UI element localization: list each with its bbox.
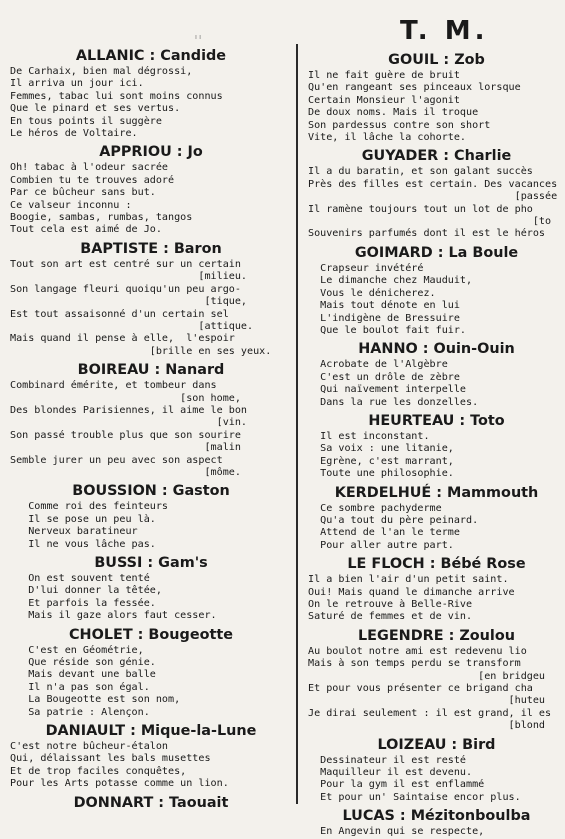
entry-guyader bbox=[308, 147, 565, 240]
entry-le-floch bbox=[308, 555, 565, 624]
verse-line: Femmes, tabac lui sont moins connus bbox=[10, 90, 223, 102]
verse-line: Il arriva un jour ici. bbox=[10, 78, 144, 90]
verse-line: [son home, bbox=[10, 392, 241, 404]
verse-line: [attique. bbox=[10, 320, 254, 332]
entry-bussi bbox=[10, 554, 292, 623]
verse-line: Le héros de Voltaire. bbox=[10, 128, 138, 140]
verse-line: Il est inconstant. bbox=[308, 430, 430, 442]
verse-line: Son pardessus contre son short bbox=[308, 119, 491, 131]
right-column-entries bbox=[308, 51, 565, 839]
verse-line: Mais à son temps perdu se transform bbox=[308, 658, 521, 670]
right-column bbox=[308, 14, 565, 839]
entry-kerdelhue bbox=[308, 484, 565, 553]
verse-line: C'est un drôle de zèbre bbox=[308, 371, 460, 383]
verse-line: L'indigène de Bressuire bbox=[308, 312, 460, 324]
verse-line: [en bridgeu bbox=[308, 670, 546, 682]
verse-line: Ce valseur inconnu : bbox=[10, 199, 132, 211]
verse-line: Il a bien l'air d'un petit saint. bbox=[308, 574, 509, 586]
verse-line: Boogie, sambas, rumbas, tangos bbox=[10, 212, 193, 224]
entry-heurteau bbox=[308, 412, 565, 481]
entry-title: BOIREAU : Nanard bbox=[77, 362, 225, 379]
verse-line: Son langage fleuri quoiqu'un peu argo- bbox=[10, 283, 241, 295]
verse-line: Ce sombre pachyderme bbox=[308, 502, 442, 514]
entry-allanic bbox=[10, 47, 292, 140]
verse-line: Tout son art est centré sur un certain bbox=[10, 258, 241, 270]
verse-line: Maquilleur il est devenu. bbox=[308, 767, 473, 779]
verse-line: Le dimanche chez Mauduit, bbox=[308, 275, 473, 287]
entry-cholet bbox=[10, 626, 292, 719]
verse-line: [to bbox=[308, 216, 552, 228]
verse-line: Pour les Arts potasse comme un lion. bbox=[10, 778, 229, 790]
verse-line: Saturé de femmes et de vin. bbox=[308, 611, 473, 623]
verse-line: Et parfois la fessée. bbox=[10, 597, 156, 609]
verse-line: [tique, bbox=[10, 296, 248, 308]
entry-hanno bbox=[308, 340, 565, 409]
column-divider bbox=[296, 44, 298, 804]
verse-line: Attend de l'an le terme bbox=[308, 527, 460, 539]
entry-boireau bbox=[10, 361, 292, 479]
entry-title: HANNO : Ouin-Ouin bbox=[358, 341, 515, 358]
verse-line: Et de trop faciles conquêtes, bbox=[10, 765, 187, 777]
entry-title: DANIAULT : Mique-la-Lune bbox=[45, 723, 257, 740]
verse-line: Est tout assaisonné d'un certain sel bbox=[10, 308, 229, 320]
verse-line: La Bougeotte est son nom, bbox=[10, 694, 181, 706]
entry-title: CHOLET : Bougeotte bbox=[69, 626, 233, 643]
entry-title: DONNART : Taouait bbox=[73, 794, 229, 811]
verse-line: Qu'a tout du père peinard. bbox=[308, 514, 479, 526]
verse-line: Il ramène toujours tout un lot de pho bbox=[308, 203, 533, 215]
entry-title: KERDELHUÉ : Mammouth bbox=[334, 484, 539, 501]
entry-donnart bbox=[10, 794, 292, 812]
verse-line: Dessinateur il est resté bbox=[308, 754, 467, 766]
verse-line: [passée bbox=[308, 191, 558, 203]
verse-line: [milieu. bbox=[10, 271, 248, 283]
entry-daniault bbox=[10, 722, 292, 791]
verse-line: [blond bbox=[308, 720, 546, 732]
verse-line: Je dirai seulement : il est grand, il es bbox=[308, 707, 552, 719]
verse-line: On est souvent tenté bbox=[10, 573, 150, 584]
verse-line: Semble jurer un peu avec son aspect bbox=[10, 454, 223, 466]
entry-appriou bbox=[10, 143, 292, 236]
verse-line: Vous le dénicherez. bbox=[308, 287, 436, 299]
verse-line: Mais quand il pense à elle, l'espoir bbox=[10, 333, 235, 345]
verse-line: Et pour un' Saintaise encor plus. bbox=[308, 791, 521, 803]
entry-title: APPRIOU : Jo bbox=[99, 144, 203, 161]
verse-line: Par ce bûcheur sans but. bbox=[10, 187, 156, 199]
verse-line: Oui! Mais quand le dimanche arrive bbox=[308, 586, 515, 598]
verse-line: Nerveux baratineur bbox=[10, 526, 138, 538]
verse-line: Il n'a pas son égal. bbox=[10, 681, 150, 693]
entry-title: BAPTISTE : Baron bbox=[80, 240, 222, 257]
entry-title: ALLANIC : Candide bbox=[75, 48, 227, 64]
entry-title: LUCAS : Mézitonboulba bbox=[342, 808, 531, 825]
verse-line: Il a du baratin, et son galant succès bbox=[308, 166, 533, 178]
verse-line: Comme roi des feinteurs bbox=[10, 501, 169, 513]
verse-line: Dans la rue les donzelles. bbox=[308, 396, 479, 408]
verse-line: D'lui donner la têtée, bbox=[10, 585, 162, 597]
verse-line: Sa voix : une litanie, bbox=[308, 443, 454, 455]
page-mark: ı ı bbox=[195, 33, 202, 41]
verse-line: De doux noms. Mais il troque bbox=[308, 107, 479, 119]
verse-line: Vite, il lâche la cohorte. bbox=[308, 132, 467, 144]
verse-line: Qui naïvement interpelle bbox=[308, 384, 467, 396]
verse-line: [huteu bbox=[308, 695, 546, 707]
verse-line: [vin. bbox=[10, 417, 248, 429]
entry-title: GUYADER : Charlie bbox=[361, 148, 512, 165]
verse-line: On le retrouve à Belle-Rive bbox=[308, 599, 473, 610]
verse-line: [malin bbox=[10, 442, 241, 454]
verse-line: En Angevin qui se respecte, bbox=[308, 826, 485, 838]
entry-title: LE FLOCH : Bébé Rose bbox=[347, 556, 526, 573]
verse-line: Mais tout dénote en lui bbox=[308, 300, 460, 312]
verse-line: Combien tu te trouves adoré bbox=[10, 174, 175, 186]
entry-lucas bbox=[308, 807, 565, 838]
verse-line: De Carhaix, bien mal dégrossi, bbox=[10, 66, 193, 77]
verse-line: Il ne vous lâche pas. bbox=[10, 538, 156, 550]
verse-line: Combinard émérite, et tombeur dans bbox=[10, 380, 217, 392]
verse-line: Près des filles est certain. Des vacances bbox=[308, 178, 558, 190]
left-column bbox=[10, 44, 292, 813]
verse-line: Oh! tabac à l'odeur sacrée bbox=[10, 162, 169, 174]
verse-line: Que le boulot fait fuir. bbox=[308, 324, 467, 336]
entry-boussion bbox=[10, 482, 292, 551]
verse-line: Que réside son génie. bbox=[10, 657, 156, 669]
verse-line: [brille en ses yeux. bbox=[10, 345, 272, 357]
verse-line: Pour la gym il est enflammé bbox=[308, 779, 485, 791]
verse-line: Pour aller autre part. bbox=[308, 539, 454, 551]
verse-line: Il ne fait guère de bruit bbox=[308, 70, 460, 81]
verse-line: [môme. bbox=[10, 466, 241, 478]
verse-line: Acrobate de l'Algèbre bbox=[308, 359, 448, 371]
verse-line: Egrène, c'est marrant, bbox=[308, 455, 454, 467]
verse-line: Et pour vous présenter ce brigand cha bbox=[308, 683, 533, 695]
verse-line: En tous points il suggère bbox=[10, 115, 162, 127]
entry-loizeau bbox=[308, 736, 565, 805]
entry-title: BUSSI : Gam's bbox=[94, 555, 208, 571]
verse-line: Son passé trouble plus que son sourire bbox=[10, 429, 241, 441]
entry-goimard bbox=[308, 244, 565, 337]
entry-title: HEURTEAU : Toto bbox=[368, 412, 505, 429]
entry-title: LEGENDRE : Zoulou bbox=[358, 627, 515, 644]
verse-line: C'est notre bûcheur-étalon bbox=[10, 741, 169, 753]
entry-legendre bbox=[308, 627, 565, 733]
entry-title: GOIMARD : La Boule bbox=[354, 244, 519, 261]
verse-line: Crapseur invétéré bbox=[308, 262, 424, 274]
verse-line: Mais il gaze alors faut cesser. bbox=[10, 610, 217, 622]
verse-line: Qu'en rangeant ses pinceaux lorsque bbox=[308, 82, 521, 94]
verse-line: Qui, délaissant les bals musettes bbox=[10, 753, 211, 765]
verse-line: C'est en Géométrie, bbox=[10, 644, 144, 656]
verse-line: Au boulot notre ami est redevenu lio bbox=[308, 645, 527, 657]
page-header: T. M. bbox=[400, 16, 489, 46]
entry-baptiste bbox=[10, 240, 292, 358]
verse-line: Des blondes Parisiennes, il aime le bon bbox=[10, 404, 248, 416]
verse-line: Mais devant une balle bbox=[10, 669, 156, 681]
entry-title: BOUSSION : Gaston bbox=[72, 483, 230, 500]
entry-title: LOIZEAU : Bird bbox=[377, 736, 496, 753]
verse-line: Il se pose un peu là. bbox=[10, 513, 156, 525]
entry-title: GOUIL : Zob bbox=[388, 52, 485, 68]
entry-gouil bbox=[308, 51, 565, 144]
verse-line: Sa patrie : Alençon. bbox=[10, 706, 150, 718]
verse-line: Certain Monsieur l'agonit bbox=[308, 94, 460, 106]
verse-line: Tout cela est aimé de Jo. bbox=[10, 224, 162, 236]
verse-line: Souvenirs parfumés dont il est le héros bbox=[308, 228, 546, 240]
verse-line: Toute une philosophie. bbox=[308, 468, 454, 480]
verse-line: Que le pinard et ses vertus. bbox=[10, 103, 181, 115]
